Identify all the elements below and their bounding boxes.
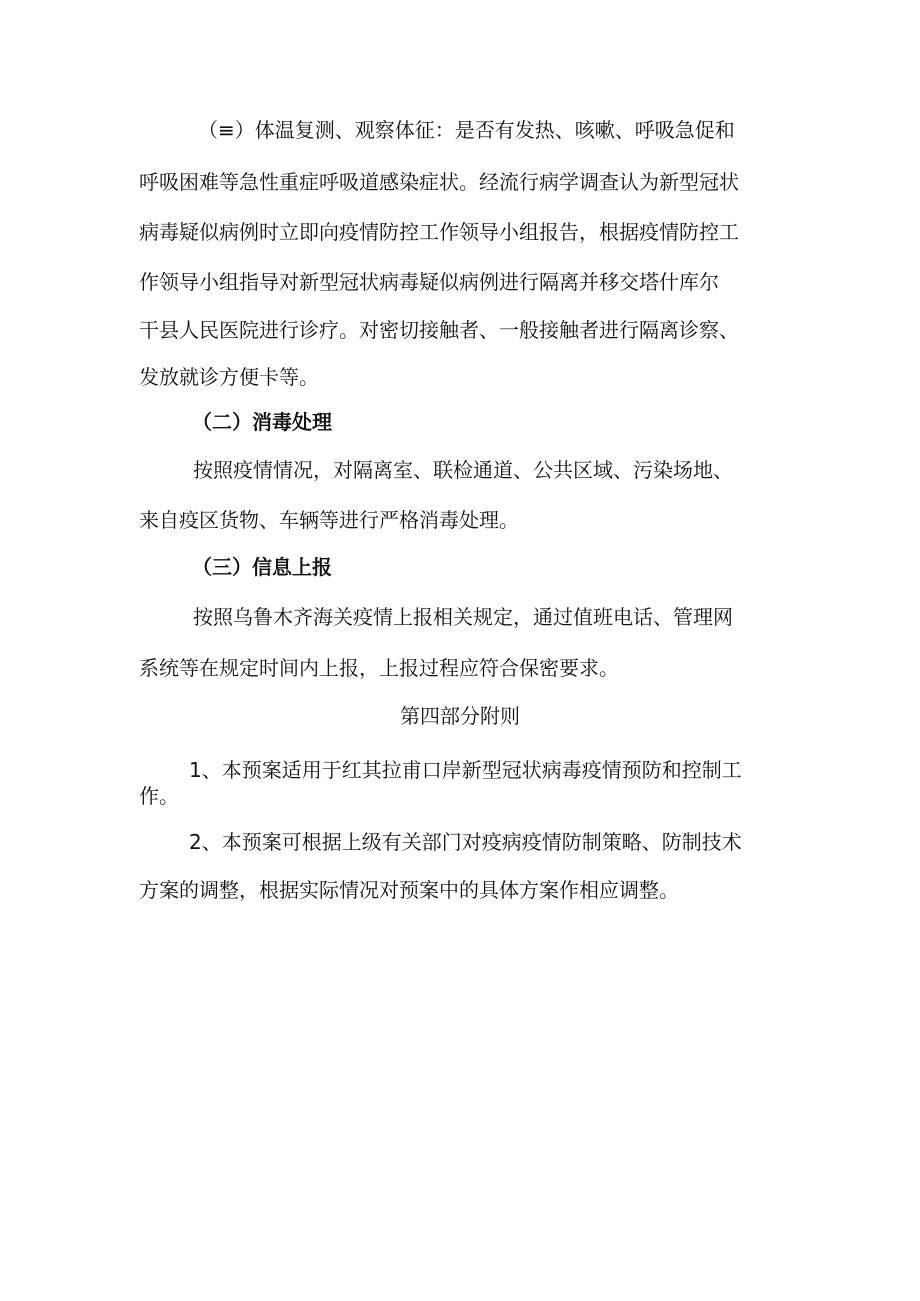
section-heading-reporting: （三）信息上报 [192,555,332,579]
text-line: 发放就诊方便卡等。 [139,365,319,389]
section-heading-disinfection: （二）消毒处理 [192,410,332,434]
text-line: 作。 [139,784,179,808]
text-line: 1、本预案适用于红其拉甫口岸新型冠状病毒疫情预防和控制工 [189,758,742,782]
text-line: 按照疫情情况，对隔离室、联检通道、公共区域、污染场地、 [193,458,733,482]
text-line: 来自疫区货物、车辆等进行严格消毒处理。 [139,508,519,532]
text-line: 呼吸困难等急性重症呼吸道感染症状。经流行病学调查认为新型冠状 [139,170,739,194]
text-line: 2、本预案可根据上级有关部门对疫病疫情防制策略、防制技术 [189,830,742,854]
text-line: 按照乌鲁木齐海关疫情上报相关规定，通过值班电话、管理网 [193,605,733,629]
text-line: 干县人民医院进行诊疗。对密切接触者、一般接触者进行隔离诊察、 [139,318,739,342]
text-line: （≡）体温复测、观察体征：是否有发热、咳嗽、呼吸急促和 [198,118,735,142]
text-line: 系统等在规定时间内上报，上报过程应符合保密要求。 [139,656,619,680]
text-line: 病毒疑似病例时立即向疫情防控工作领导小组报告，根据疫情防控工 [139,220,739,244]
part-title: 第四部分附则 [400,704,520,728]
text-line: 方案的调整，根据实际情况对预案中的具体方案作相应调整。 [139,878,679,902]
text-line: 作领导小组指导对新型冠状病毒疑似病例进行隔离并移交塔什库尔 [139,270,719,294]
